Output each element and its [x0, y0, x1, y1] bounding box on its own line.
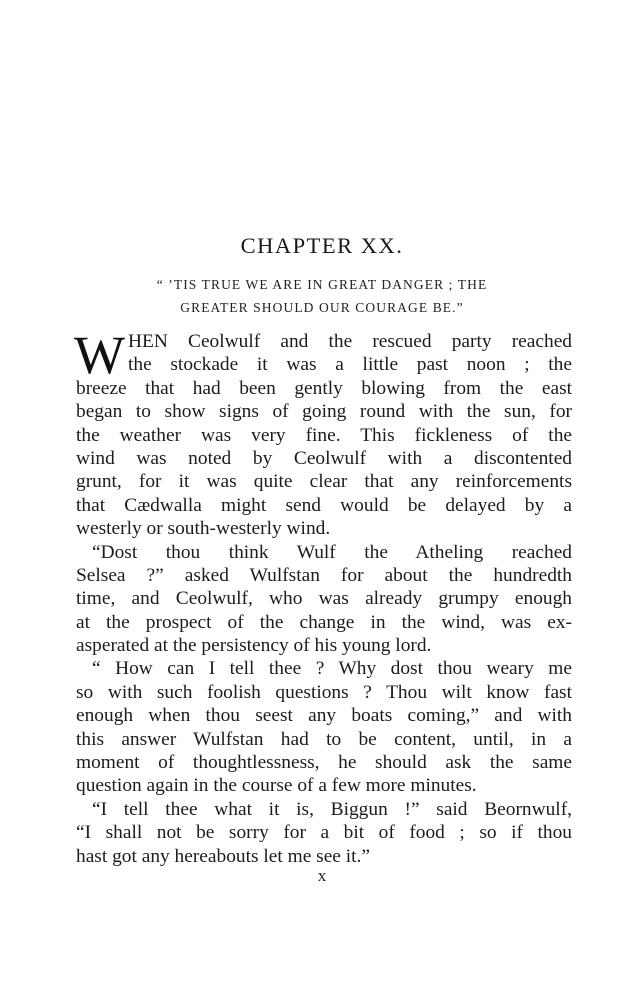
text-line: HEN Ceolwulf and the rescued party reached [128, 331, 572, 352]
text-line: wind was noted by Ceolwulf with a discontented [76, 447, 572, 469]
text-line: began to show signs of going round with the sun, for [76, 401, 572, 423]
text-line: at the prospect of the change in the wind, was ex- [76, 611, 572, 633]
text-line: so with such foolish questions ? Thou wilt know fast [76, 681, 572, 703]
text-line: westerly or south-westerly wind. [76, 518, 331, 540]
epigraph-line: “ ’TIS TRUE WE ARE IN GREAT DANGER ; THE [156, 277, 488, 292]
text-line: the stockade it was a little past noon ; the [128, 354, 572, 376]
text-line: enough when thou seest any boats coming,” and with [76, 705, 572, 727]
text-line: this answer Wulfstan had to be content, until, in a [76, 728, 572, 750]
chapter-body [74, 325, 572, 868]
text-line: moment of thoughtlessness, he should ask the same [76, 752, 572, 774]
text-line: time, and Ceolwulf, who was already grumpy enough [76, 588, 572, 610]
text-line: grunt, for it was quite clear that any reinforcements [76, 471, 572, 493]
text-line: breeze that had been gently blowing from the east [76, 377, 572, 399]
text-line: asperated at the persistency of his young lord. [76, 635, 432, 657]
text-line: that Cædwalla might send would be delayed by a [76, 494, 572, 516]
text-line: Selsea ?” asked Wulfstan for about the hundredth [76, 564, 572, 586]
text-line: “I tell thee what it is, Biggun !” said Beornwulf, [92, 798, 572, 820]
epigraph-line: GREATER SHOULD OUR COURAGE BE.” [180, 300, 464, 315]
text-line: question again in the course of a few more minutes. [76, 775, 477, 797]
drop-cap: W [74, 325, 125, 385]
text-line: “Dost thou think Wulf the Atheling reached [92, 541, 572, 563]
text-line: “I shall not be sorry for a bit of food ; so if thou [76, 822, 572, 844]
text-line: “ How can I tell thee ? Why dost thou weary me [92, 658, 572, 680]
signature-mark: x [317, 866, 327, 885]
text-line: hast got any hereabouts let me see it.” [76, 845, 370, 867]
chapter-title: CHAPTER XX. [240, 233, 404, 258]
chapter-epigraph [80, 273, 564, 319]
text-line: the weather was very fine. This fickleness of the [76, 424, 572, 446]
